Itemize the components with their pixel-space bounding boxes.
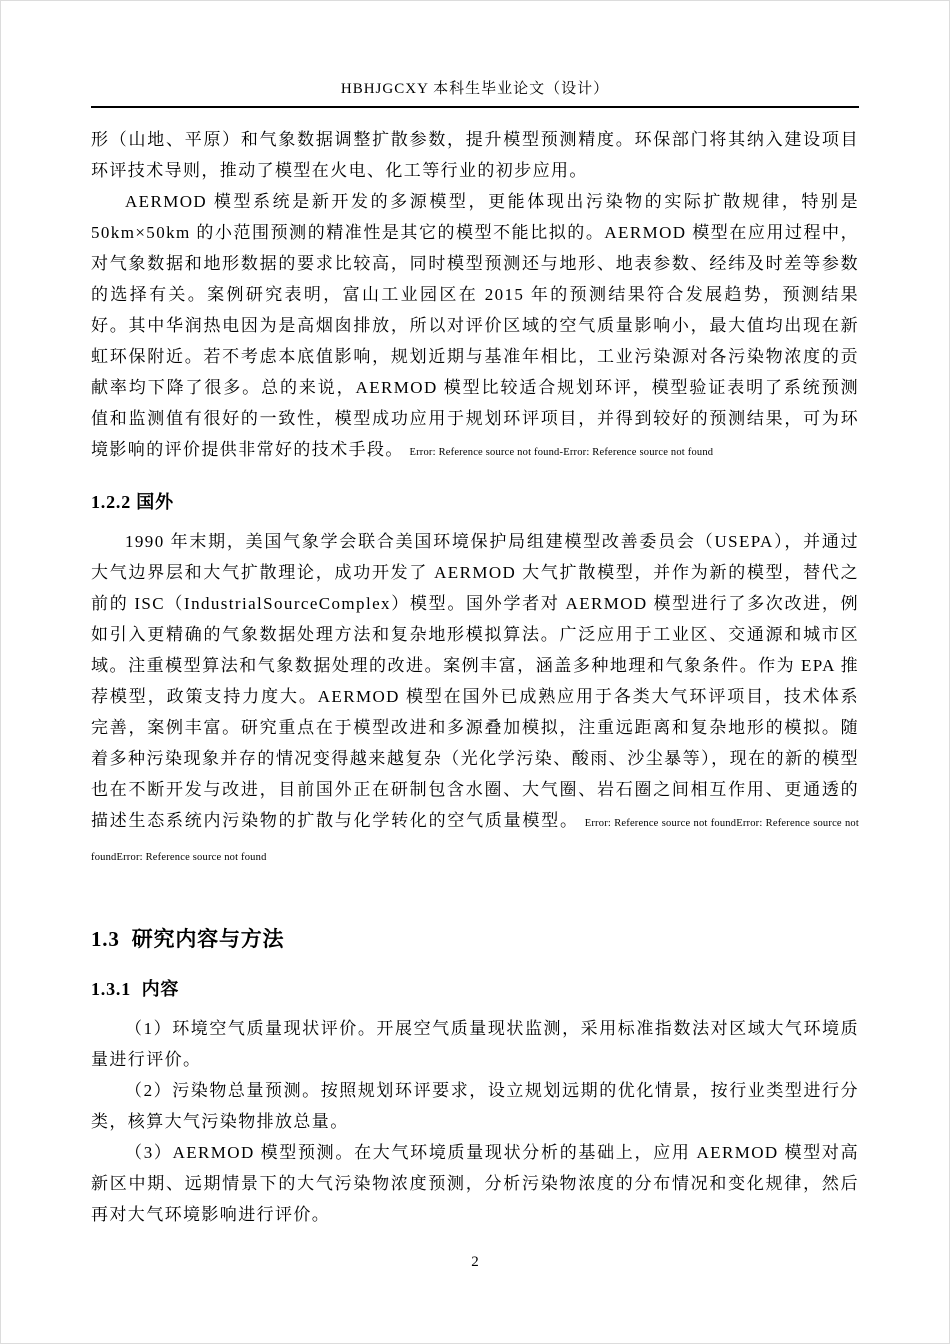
paragraph-item-2 (91, 1075, 859, 1137)
page-header (91, 77, 859, 108)
document-body (91, 124, 859, 1230)
reference-error-text: Error: Reference source not found-Error: Reference source not found (409, 447, 714, 458)
paragraph-text: AERMOD 模型系统是新开发的多源模型，更能体现出污染物的实际扩散规律，特别是 50km×50km 的小范围预测的精准性是其它的模型不能比拟的。AERMOD 模型在应用过程中，对气象数据和地形数据的要求比较高，同时模型预测还与地形、地表参数、经纬及时差等参数的选择有关。案例研究表明，富山工业园区在 2015 年的预测结果符合发展趋势，预测结果好。其中华润热电因为是高烟囱排放，所以对评价区域的空气质量影响小，最大值均出现在新虹环保附近。若不考虑本底值影响，规划近期与基准年相比，工业污染源对各污染物浓度的贡献率均下降了很多。总的来说，AERMOD 模型比较适合规划环评，模型验证表明了系统预测值和监测值有很好的一致性，模型成功应用于规划环评项目，并得到较好的预测结果，可为环境影响的评价提供非常好的技术手段。 (91, 192, 859, 459)
heading-section-1-3: 1.3 研究内容与方法 (91, 927, 285, 951)
paragraph-text: （2）污染物总量预测。按照规划环评要求，设立规划远期的优化情景，按行业类型进行分类，核算大气污染物排放总量。 (91, 1081, 859, 1131)
paragraph-continuation (91, 124, 859, 186)
paragraph-aermod-foreign (91, 526, 859, 873)
paragraph-text: 形（山地、平原）和气象数据调整扩散参数，提升模型预测精度。环保部门将其纳入建设项目环评技术导则，推动了模型在火电、化工等行业的初步应用。 (91, 130, 859, 180)
heading-section-1-3-1: 1.3.1 内容 (91, 979, 180, 999)
header-divider (91, 106, 859, 108)
page-number: 2 (471, 1254, 479, 1270)
heading-section-1-2-2: 1.2.2 国外 (91, 492, 174, 512)
reference-error-text: Error: Reference source not foundError: Reference source not foundError: Reference source not found (91, 818, 859, 863)
paragraph-text: （3）AERMOD 模型预测。在大气环境质量现状分析的基础上，应用 AERMOD 模型对高新区中期、远期情景下的大气污染物浓度预测，分析污染物浓度的分布情况和变化规律，然后再对大气环境影响进行评价。 (91, 1143, 859, 1224)
paragraph-item-3 (91, 1137, 859, 1230)
paragraph-item-1 (91, 1013, 859, 1075)
page-footer (1, 1254, 949, 1271)
paragraph-text: （1）环境空气质量现状评价。开展空气质量现状监测，采用标准指数法对区域大气环境质量进行评价。 (91, 1019, 859, 1069)
page-header-title: HBHJGCXY 本科生毕业论文（设计） (340, 81, 610, 97)
paragraph-text: 1990 年末期，美国气象学会联合美国环境保护局组建模型改善委员会（USEPA），并通过大气边界层和大气扩散理论，成功开发了 AERMOD 大气扩散模型，并作为新的模型，替代之前的 ISC（IndustrialSourceComplex）模型。国外学者对 AERMOD 模型进行了多次改进，例如引入更精确的气象数据处理方法和复杂地形模拟算法。广泛应用于工业区、交通源和城市区域。注重模型算法和气象数据处理的改进。案例丰富，涵盖多种地理和气象条件。作为 EPA 推荐模型，政策支持力度大。AERMOD 模型在国外已成熟应用于各类大气环评项目，技术体系完善，案例丰富。研究重点在于模型改进和多源叠加模拟，注重远距离和复杂地形的模拟。随着多种污染现象并存的情况变得越来越复杂（光化学污染、酸雨、沙尘暴等），现在的新的模型也在不断开发与改进，目前国外正在研制包含水圈、大气圈、岩石圈之间相互作用、更通透的描述生态系统内污染物的扩散与化学转化的空气质量模型。 (91, 532, 859, 830)
paragraph-aermod-domestic (91, 186, 859, 468)
